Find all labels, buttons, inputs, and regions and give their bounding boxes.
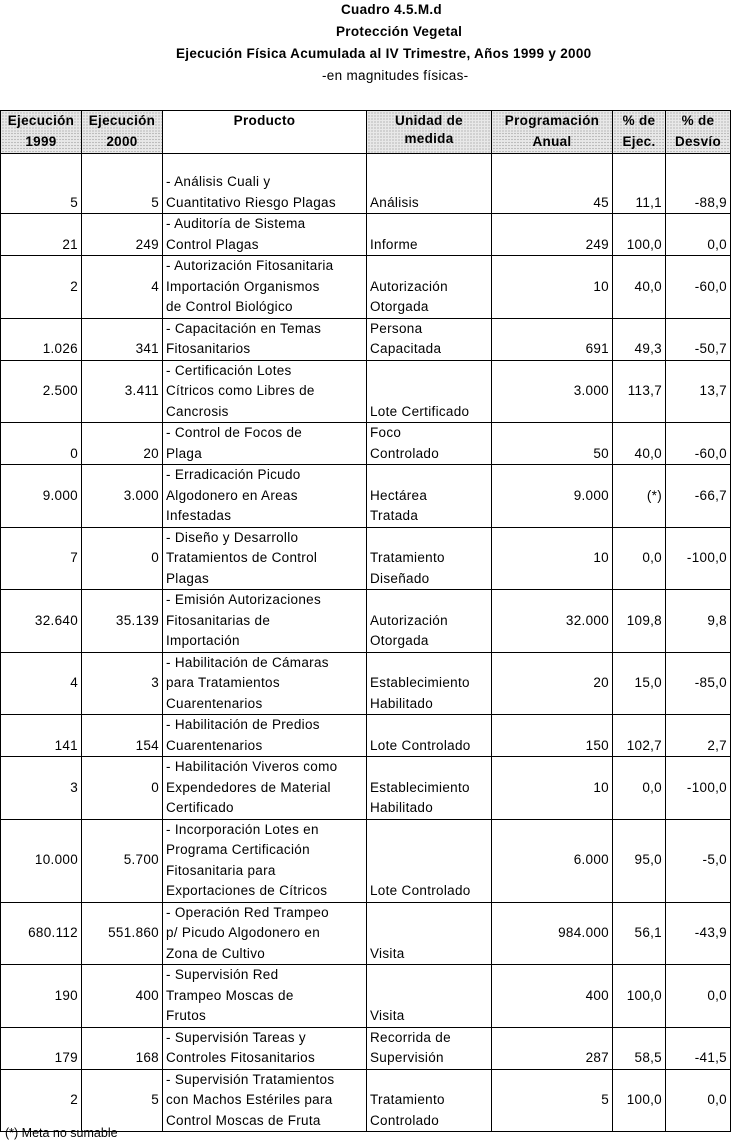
cell-ejecucion-2000: 3.000 — [82, 465, 163, 528]
table-row — [1, 360, 731, 423]
cell-programacion: 400 — [492, 965, 613, 1028]
cell-programacion: 6.000 — [492, 819, 613, 902]
cell-producto — [163, 1027, 367, 1069]
cell-unidad — [367, 1069, 492, 1132]
cell-unidad-line: Controlado — [370, 445, 440, 461]
table-subject: Protección Vegetal — [336, 24, 463, 39]
cell-producto — [163, 172, 367, 214]
cell-ejecucion-2000: 249 — [82, 214, 163, 256]
cell-unidad-line: Visita — [370, 1008, 405, 1023]
cell-programacion: 32.000 — [492, 590, 613, 653]
cell-producto — [163, 423, 367, 465]
cell-ejecucion-1999: 190 — [1, 965, 82, 1028]
cell-producto-line: - Diseño y Desarrollo — [166, 529, 299, 545]
cell-producto-line: - Habilitación Viveros como — [166, 759, 338, 774]
table-row — [1, 715, 731, 757]
cell-ejecucion-2000: 35.139 — [82, 590, 163, 653]
cell-ejecucion-1999: 2.500 — [1, 360, 82, 423]
table-number: Cuadro 4.5.M.d — [341, 2, 442, 17]
table-row — [1, 256, 731, 319]
cell-unidad-line: Lote Certificado — [370, 403, 470, 419]
cell-programacion: 287 — [492, 1027, 613, 1069]
cell-producto-line: - Operación Red Trampeo — [166, 904, 329, 920]
table-row — [1, 1027, 731, 1069]
cell-ejecucion-2000: 20 — [82, 423, 163, 465]
header-ejecucion-1999-top: Ejecución — [1, 111, 82, 133]
cell-ejecucion-1999: 1.026 — [1, 318, 82, 360]
table-row — [1, 965, 731, 1028]
table-row — [1, 527, 731, 590]
cell-ejecucion-1999: 680.112 — [1, 902, 82, 965]
cell-producto — [163, 465, 367, 528]
cell-programacion: 691 — [492, 318, 613, 360]
cell-unidad-line: Tratamiento — [370, 550, 445, 565]
footnote: (*) Meta no sumable — [5, 1126, 118, 1140]
cell-programacion: 50 — [492, 423, 613, 465]
cell-producto — [163, 318, 367, 360]
cell-ejecucion-2000: 5 — [82, 1069, 163, 1132]
table-units-note: -en magnitudes físicas- — [322, 68, 469, 83]
table-row — [1, 590, 731, 653]
cell-producto-line: - Erradicación Picudo — [166, 467, 301, 482]
cell-unidad — [367, 965, 492, 1028]
cell-unidad-line: Autorización — [370, 612, 448, 628]
cell-producto — [163, 652, 367, 715]
cell-ejecucion-1999: 179 — [1, 1027, 82, 1069]
header-pct-desvio-bottom: Desvío — [666, 132, 731, 154]
cell-pct-ejec: 49,3 — [613, 318, 666, 360]
cell-unidad-line: Visita — [370, 945, 405, 961]
cell-producto-line: Algodonero en Areas — [166, 487, 298, 503]
table-row — [1, 172, 731, 214]
table-row — [1, 214, 731, 256]
cell-pct-desvio: -41,5 — [666, 1027, 731, 1069]
cell-pct-ejec: 40,0 — [613, 423, 666, 465]
table-row — [1, 757, 731, 820]
cell-programacion: 9.000 — [492, 465, 613, 528]
cell-producto-line: Cuarentenarios — [166, 737, 263, 753]
cell-producto — [163, 214, 367, 256]
cell-ejecucion-1999: 3 — [1, 757, 82, 820]
cell-producto-line: Cancrosis — [166, 403, 229, 419]
cell-producto-line: Programa Certificación — [166, 842, 310, 857]
cell-pct-desvio: 9,8 — [666, 590, 731, 653]
cell-ejecucion-1999: 10.000 — [1, 819, 82, 902]
table-header — [1, 111, 731, 154]
cell-producto-line: Infestadas — [166, 508, 232, 523]
cell-unidad-line: Análisis — [370, 194, 419, 210]
cell-pct-desvio: -88,9 — [666, 172, 731, 214]
cell-pct-ejec: 100,0 — [613, 214, 666, 256]
cell-pct-ejec: 0,0 — [613, 757, 666, 820]
cell-producto-line: Importación — [166, 633, 240, 648]
cell-producto-line: - Supervisión Red — [166, 967, 279, 982]
cell-ejecucion-2000: 0 — [82, 757, 163, 820]
cell-producto-line: Fitosanitarias de — [166, 612, 271, 628]
header-programacion-bottom: Anual — [492, 132, 613, 154]
cell-producto-line: Zona de Cultivo — [166, 945, 266, 961]
table-row — [1, 1069, 731, 1132]
cell-unidad-line: Tratamiento — [370, 1092, 445, 1107]
cell-producto — [163, 590, 367, 653]
header-spacer-row — [1, 154, 731, 173]
cell-ejecucion-1999: 0 — [1, 423, 82, 465]
cell-unidad — [367, 527, 492, 590]
cell-ejecucion-2000: 168 — [82, 1027, 163, 1069]
cell-producto-line: Certificado — [166, 800, 234, 815]
cell-ejecucion-2000: 400 — [82, 965, 163, 1028]
cell-ejecucion-2000: 3 — [82, 652, 163, 715]
cell-producto-line: - Supervisión Tareas y — [166, 1029, 306, 1045]
cell-producto — [163, 819, 367, 902]
cell-unidad-line: Recorrida de — [370, 1029, 451, 1045]
cell-unidad-line: Hectárea — [370, 487, 428, 503]
cell-programacion: 249 — [492, 214, 613, 256]
table-body — [1, 154, 731, 1132]
cell-producto-line: Plaga — [166, 445, 203, 461]
cell-producto-line: Cítricos como Libres de — [166, 383, 315, 398]
cell-ejecucion-2000: 154 — [82, 715, 163, 757]
cell-unidad — [367, 360, 492, 423]
cell-pct-ejec: 0,0 — [613, 527, 666, 590]
cell-unidad-line: Lote Controlado — [370, 883, 471, 898]
cell-producto-line: Fitosanitaria para — [166, 862, 276, 878]
cell-pct-desvio: -100,0 — [666, 527, 731, 590]
cell-producto-line: con Machos Estériles para — [166, 1092, 333, 1107]
cell-unidad-line: Capacitada — [370, 341, 442, 356]
header-pct-ejec-bottom: Ejec. — [613, 132, 666, 154]
cell-producto-line: Control Plagas — [166, 236, 259, 252]
cell-producto-line: p/ Picudo Algodonero en — [166, 925, 321, 940]
cell-producto-line: Fitosanitarios — [166, 341, 251, 356]
cell-producto — [163, 1069, 367, 1132]
cell-pct-ejec: 11,1 — [613, 172, 666, 214]
table-row — [1, 465, 731, 528]
cell-producto — [163, 715, 367, 757]
cell-unidad-line: Foco — [370, 425, 402, 440]
cell-unidad-line: Establecimiento — [370, 675, 470, 690]
cell-producto-line: - Incorporación Lotes en — [166, 821, 319, 837]
cell-unidad — [367, 1027, 492, 1069]
cell-producto-line: Cuantitativo Riesgo Plagas — [166, 194, 336, 210]
header-ejecucion-2000-bottom: 2000 — [82, 132, 163, 154]
cell-pct-desvio: -60,0 — [666, 256, 731, 319]
cell-pct-desvio: 0,0 — [666, 1069, 731, 1132]
cell-ejecucion-2000: 4 — [82, 256, 163, 319]
cell-producto-line: - Capacitación en Temas — [166, 320, 322, 336]
cell-producto-line: - Análisis Cuali y — [166, 174, 271, 189]
cell-producto — [163, 360, 367, 423]
cell-programacion: 10 — [492, 256, 613, 319]
cell-programacion: 10 — [492, 757, 613, 820]
cell-producto — [163, 256, 367, 319]
header-ejecucion-2000-top: Ejecución — [82, 111, 163, 133]
cell-unidad-line: Controlado — [370, 1112, 440, 1128]
cell-pct-desvio: -100,0 — [666, 757, 731, 820]
table-row — [1, 819, 731, 902]
table-row — [1, 652, 731, 715]
cell-unidad — [367, 819, 492, 902]
cell-producto-line: - Habilitación de Predios — [166, 717, 320, 732]
cell-pct-ejec: 102,7 — [613, 715, 666, 757]
cell-producto-line: Expendedores de Material — [166, 779, 331, 795]
cell-producto — [163, 902, 367, 965]
cell-ejecucion-2000: 341 — [82, 318, 163, 360]
cell-unidad — [367, 423, 492, 465]
execution-table — [0, 110, 731, 1132]
cell-unidad-line: Informe — [370, 236, 418, 252]
cell-unidad — [367, 590, 492, 653]
cell-unidad-line: Persona — [370, 320, 423, 336]
cell-unidad-line: Habilitado — [370, 695, 434, 711]
cell-programacion: 10 — [492, 527, 613, 590]
cell-unidad — [367, 652, 492, 715]
cell-ejecucion-1999: 2 — [1, 256, 82, 319]
cell-producto-line: - Autorización Fitosanitaria — [166, 258, 334, 273]
cell-pct-ejec: 58,5 — [613, 1027, 666, 1069]
cell-pct-desvio: -50,7 — [666, 318, 731, 360]
cell-unidad-line: Diseñado — [370, 570, 430, 586]
cell-pct-ejec: 95,0 — [613, 819, 666, 902]
cell-producto-line: - Habilitación de Cámaras — [166, 654, 329, 670]
cell-pct-ejec: 15,0 — [613, 652, 666, 715]
cell-unidad — [367, 757, 492, 820]
cell-unidad — [367, 715, 492, 757]
cell-programacion: 45 — [492, 172, 613, 214]
cell-pct-desvio: -5,0 — [666, 819, 731, 902]
table-title: Ejecución Física Acumulada al IV Trimestre, Años 1999 y 2000 — [176, 46, 592, 61]
cell-programacion: 20 — [492, 652, 613, 715]
cell-ejecucion-2000: 551.860 — [82, 902, 163, 965]
cell-pct-desvio: -66,7 — [666, 465, 731, 528]
cell-ejecucion-2000: 5.700 — [82, 819, 163, 902]
cell-unidad-line: Autorización — [370, 278, 448, 294]
cell-unidad-line: Tratada — [370, 508, 419, 523]
cell-unidad — [367, 465, 492, 528]
cell-producto-line: Cuarentenarios — [166, 695, 263, 711]
cell-producto — [163, 757, 367, 820]
header-programacion-top: Programación — [492, 111, 613, 133]
cell-producto-line: de Control Biológico — [166, 299, 293, 314]
cell-producto-line: Plagas — [166, 570, 210, 586]
cell-producto-line: Trampeo Moscas de — [166, 987, 294, 1003]
cell-unidad-line: Lote Controlado — [370, 737, 471, 753]
cell-unidad-line: Otorgada — [370, 633, 429, 648]
cell-pct-ejec: 56,1 — [613, 902, 666, 965]
cell-producto-line: Frutos — [166, 1008, 207, 1023]
cell-pct-ejec: 100,0 — [613, 1069, 666, 1132]
cell-producto-line: para Tratamientos — [166, 675, 280, 690]
cell-ejecucion-2000: 5 — [82, 172, 163, 214]
cell-pct-desvio: -85,0 — [666, 652, 731, 715]
cell-pct-desvio: 13,7 — [666, 360, 731, 423]
cell-ejecucion-1999: 9.000 — [1, 465, 82, 528]
cell-producto — [163, 527, 367, 590]
cell-pct-ejec: 100,0 — [613, 965, 666, 1028]
table-row — [1, 318, 731, 360]
cell-programacion: 984.000 — [492, 902, 613, 965]
cell-producto-line: Controles Fitosanitarios — [166, 1050, 316, 1065]
cell-pct-ejec: 113,7 — [613, 360, 666, 423]
cell-unidad-line: Otorgada — [370, 299, 429, 314]
header-unidad: Unidad de medida — [367, 111, 492, 154]
cell-producto-line: Control Moscas de Fruta — [166, 1112, 321, 1128]
cell-ejecucion-2000: 3.411 — [82, 360, 163, 423]
cell-ejecucion-1999: 2 — [1, 1069, 82, 1132]
cell-producto — [163, 965, 367, 1028]
cell-pct-desvio: 0,0 — [666, 965, 731, 1028]
cell-programacion: 3.000 — [492, 360, 613, 423]
cell-pct-desvio: 0,0 — [666, 214, 731, 256]
cell-producto-line: Importación Organismos — [166, 278, 320, 294]
cell-pct-ejec: 40,0 — [613, 256, 666, 319]
cell-unidad — [367, 256, 492, 319]
cell-ejecucion-1999: 32.640 — [1, 590, 82, 653]
header-producto: Producto — [163, 111, 367, 154]
cell-producto-line: Tratamientos de Control — [166, 550, 318, 565]
cell-ejecucion-1999: 5 — [1, 172, 82, 214]
cell-producto-line: - Emisión Autorizaciones — [166, 592, 322, 607]
cell-pct-desvio: -43,9 — [666, 902, 731, 965]
cell-producto-line: Exportaciones de Cítricos — [166, 883, 328, 898]
header-ejecucion-1999-bottom: 1999 — [1, 132, 82, 154]
cell-pct-ejec: (*) — [613, 465, 666, 528]
cell-unidad-line: Habilitado — [370, 800, 434, 815]
cell-ejecucion-1999: 141 — [1, 715, 82, 757]
cell-ejecucion-1999: 4 — [1, 652, 82, 715]
cell-unidad-line: Supervisión — [370, 1050, 444, 1065]
cell-unidad — [367, 318, 492, 360]
cell-ejecucion-2000: 0 — [82, 527, 163, 590]
header-pct-desvio-top: % de — [666, 111, 731, 133]
cell-pct-desvio: -60,0 — [666, 423, 731, 465]
table-row — [1, 423, 731, 465]
cell-ejecucion-1999: 21 — [1, 214, 82, 256]
cell-ejecucion-1999: 7 — [1, 527, 82, 590]
cell-pct-desvio: 2,7 — [666, 715, 731, 757]
header-pct-ejec-top: % de — [613, 111, 666, 133]
cell-producto-line: - Supervisión Tratamientos — [166, 1071, 335, 1087]
cell-unidad — [367, 172, 492, 214]
cell-producto-line: - Certificación Lotes — [166, 362, 292, 378]
table-row — [1, 902, 731, 965]
cell-producto-line: - Auditoría de Sistema — [166, 216, 306, 231]
cell-unidad — [367, 902, 492, 965]
cell-programacion: 150 — [492, 715, 613, 757]
cell-unidad — [367, 214, 492, 256]
cell-pct-ejec: 109,8 — [613, 590, 666, 653]
cell-producto-line: - Control de Focos de — [166, 425, 303, 440]
cell-programacion: 5 — [492, 1069, 613, 1132]
cell-unidad-line: Establecimiento — [370, 779, 470, 795]
